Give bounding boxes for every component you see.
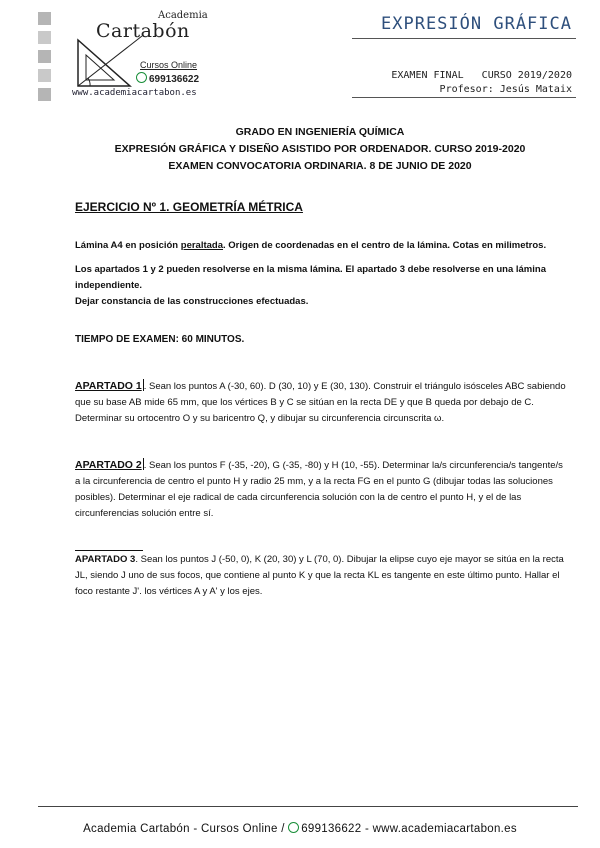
whatsapp-icon [136,72,147,83]
apartado-1-label: APARTADO 1 [75,380,142,392]
apartado-2 [75,457,570,522]
session-heading: EXAMEN CONVOCATORIA ORDINARIA. 8 DE JUNIO DE 2020 [168,160,472,172]
apartado-3-rule [75,550,143,551]
logo-brand-name: Cartabón [96,20,190,42]
header-title: EXPRESIÓN GRÁFICA [381,14,572,34]
apartado-3-text: . Sean los puntos J (-50, 0), K (20, 30) y L (70, 0). Dibujar la elipse cuyo eje mayor se sitúa en la recta JL, siendo J uno de sus focos, que contiene al punto K y que la recta KL es tangente en este último punto. Hallar el foco restante J'. los vértices A y A' y los ejes. [75,554,564,597]
header-professor: Profesor: Jesús Mataix [439,84,572,95]
footer-divider [38,806,578,807]
course-heading: EXPRESIÓN GRÁFICA Y DISEÑO ASISTIDO POR ORDENADOR. CURSO 2019-2020 [114,143,526,155]
exercise-title: EJERCICIO Nº 1. GEOMETRÍA MÉTRICA [75,200,303,214]
header-divider [352,38,576,39]
apartado-3 [75,552,570,600]
intro-line-2: Los apartados 1 y 2 pueden resolverse en la misma lámina. El apartado 3 debe resolverse en una lámina independiente. [75,264,546,291]
intro-text-c: . Origen de coordenadas en el centro de la lámina. Cotas en milimetros. [223,240,547,251]
degree-heading: GRADO EN INGENIERÍA QUÍMICA [235,126,405,138]
footer-website[interactable]: - www.academiacartabon.es [361,823,517,835]
apartado-3-label: APARTADO 3 [75,554,136,565]
footer-phone: 699136622 [301,823,362,835]
logo-academia-text: Academia [158,10,208,21]
exam-time: TIEMPO DE EXAMEN: 60 MINUTOS. [75,334,245,345]
whatsapp-icon [288,822,299,833]
intro-text-peraltada: peraltada [180,240,224,251]
apartado-1 [75,378,570,427]
logo-courses-text: Cursos Online [140,60,198,70]
decorative-squares [38,12,52,107]
intro-text-a: Lámina A4 en posición [75,240,181,251]
header-divider-bottom [352,97,576,98]
logo-phone [136,72,199,85]
footer [0,822,600,835]
apartado-2-label: APARTADO 2 [75,459,142,471]
apartado-2-text: . Sean los puntos F (-35, -20), G (-35, -80) y H (10, -55). Determinar la/s circunferencia/s tangente/s a la circunferencia de centro el punto H y radio 25 mm, y a la recta FG en el punto G (dibujar todas las soluciones posibles). Determinar el eje radical de cada circunferencia solución con la de centro el punto H, y el de las circunferencias solución entre sí. [75,460,563,519]
logo-website[interactable]: www.academiacartabon.es [72,88,197,98]
intro-line-1 [75,238,570,254]
header-exam-line: EXAMEN FINAL CURSO 2019/2020 [391,70,572,81]
intro-line-3: Dejar constancia de las construcciones efectuadas. [75,296,309,307]
logo-phone-number: 699136622 [149,74,200,85]
footer-left: Academia Cartabón - Cursos Online / [83,823,289,835]
academy-logo[interactable] [70,6,220,102]
apartado-1-text: . Sean los puntos A (-30, 60). D (30, 10) y E (30, 130). Construir el triángulo isósceles ABC sabiendo que su base AB mide 65 mm, que los vértices B y C se sitúan en la recta DE y que B queda por debajo de C. Determinar su ortocentro O y su baricentro Q, y dibujar su circunferencia circunscrita ω. [75,381,566,424]
